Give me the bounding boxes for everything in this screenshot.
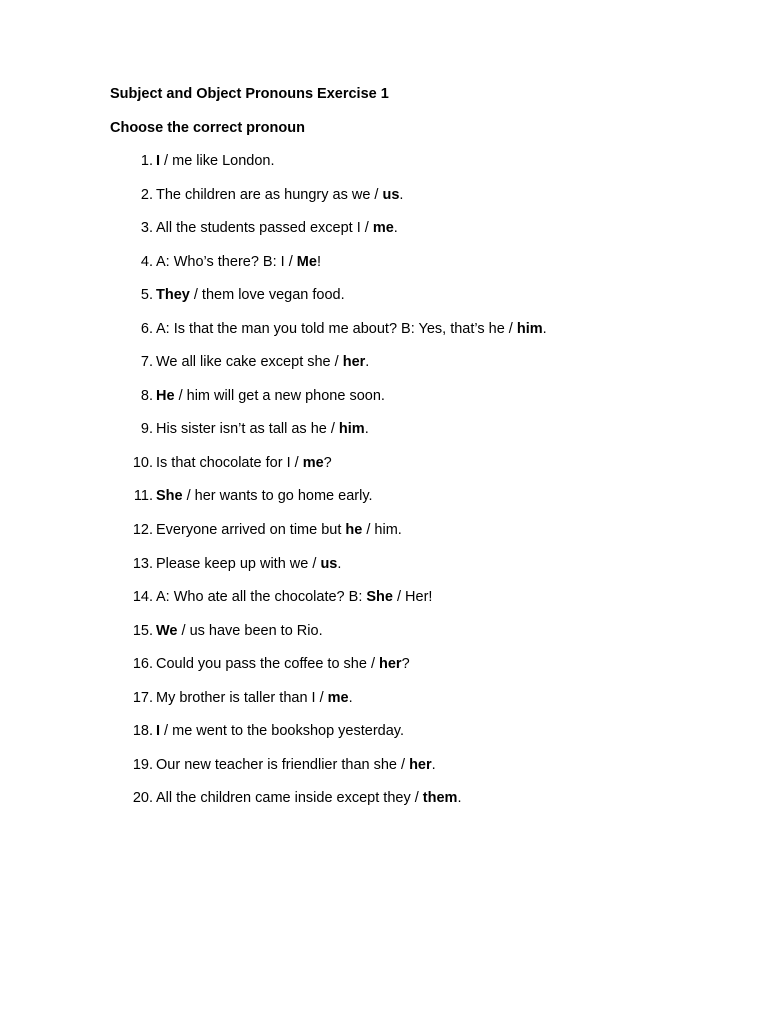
answer-pronoun: him xyxy=(338,421,365,438)
exercise-item xyxy=(0,219,768,253)
sentence-text: All the students passed except I / xyxy=(156,220,373,237)
sentence-text: / me like London. xyxy=(160,153,275,169)
answer-pronoun: me xyxy=(372,220,394,237)
exercise-sentence xyxy=(156,454,332,472)
sentence-text: . xyxy=(364,421,369,438)
exercise-sentence xyxy=(156,622,323,640)
sentence-text: . xyxy=(348,689,353,706)
answer-pronoun: I xyxy=(156,723,161,740)
answer-pronoun: They xyxy=(156,287,190,304)
sentence-text: A: Is that the man you told me about? B: Yes, that’s he / xyxy=(156,320,517,337)
sentence-text: . xyxy=(393,220,398,237)
sentence-text: . xyxy=(399,186,404,203)
sentence-text: My brother is taller than I / xyxy=(156,689,328,706)
exercise-number: 18. xyxy=(132,723,153,740)
exercise-number: 11. xyxy=(133,488,153,505)
answer-pronoun: her xyxy=(342,354,366,371)
exercise-number: 17. xyxy=(132,689,153,706)
answer-pronoun: me xyxy=(302,454,324,471)
sentence-text: / Her! xyxy=(392,589,433,606)
exercise-item xyxy=(0,253,768,287)
exercise-item xyxy=(0,689,768,723)
exercise-number: 2. xyxy=(140,186,153,203)
sentence-text: / her wants to go home early. xyxy=(182,488,373,505)
exercise-number: 3. xyxy=(140,220,153,237)
exercise-item xyxy=(0,789,768,823)
answer-pronoun: I xyxy=(156,153,161,169)
sentence-text: Everyone arrived on time but xyxy=(156,522,346,539)
exercise-sentence xyxy=(156,253,321,271)
exercise-item xyxy=(0,387,768,421)
sentence-text: The children are as hungry as we / xyxy=(156,186,383,203)
exercise-number: 15. xyxy=(132,622,153,639)
answer-pronoun: me xyxy=(327,689,349,706)
sentence-text: / him. xyxy=(362,522,402,539)
exercise-sentence xyxy=(156,186,403,204)
sentence-text: A: Who ate all the chocolate? B: xyxy=(156,589,367,606)
sentence-text: . xyxy=(542,320,547,337)
sentence-text: / him will get a new phone soon. xyxy=(174,387,385,404)
exercise-sentence xyxy=(156,722,404,740)
exercise-sentence xyxy=(156,487,373,505)
exercise-number: 12. xyxy=(132,522,153,539)
exercise-number: 5. xyxy=(140,287,153,304)
sentence-text: Could you pass the coffee to she / xyxy=(156,656,380,673)
sentence-text: Please keep up with we / xyxy=(156,555,321,572)
exercise-sentence xyxy=(156,420,369,438)
exercise-sentence xyxy=(156,789,461,807)
exercise-number: 20. xyxy=(132,790,153,807)
exercise-sentence xyxy=(156,353,369,371)
exercise-item xyxy=(0,722,768,756)
exercise-number: 16. xyxy=(132,656,153,673)
answer-pronoun: us xyxy=(320,555,338,572)
answer-pronoun: We xyxy=(156,622,178,639)
instruction-heading: Choose the correct pronoun xyxy=(110,120,305,136)
sentence-text: ? xyxy=(401,656,410,673)
exercise-item xyxy=(0,353,768,387)
exercise-item xyxy=(0,622,768,656)
sentence-text: We all like cake except she / xyxy=(156,354,343,371)
exercise-sentence xyxy=(156,387,385,405)
exercise-item xyxy=(0,756,768,790)
sentence-text: . xyxy=(365,354,370,371)
exercise-sentence xyxy=(156,521,402,539)
exercise-sentence xyxy=(156,555,341,573)
exercise-number: 1. xyxy=(140,153,153,169)
exercise-sentence xyxy=(156,756,436,774)
exercise-number: 14. xyxy=(132,589,153,606)
answer-pronoun: him xyxy=(516,320,543,337)
answer-pronoun: She xyxy=(156,488,183,505)
answer-pronoun: us xyxy=(382,186,400,203)
exercise-item xyxy=(0,555,768,589)
exercise-number: 6. xyxy=(140,320,153,337)
sentence-text: / us have been to Rio. xyxy=(177,622,323,639)
sentence-text: . xyxy=(457,790,462,807)
sentence-text: / me went to the bookshop yesterday. xyxy=(160,723,404,740)
answer-pronoun: them xyxy=(422,790,458,807)
answer-pronoun: her xyxy=(409,756,432,773)
answer-pronoun: She xyxy=(366,589,393,606)
sentence-text: A: Who’s there? B: I / xyxy=(156,253,297,270)
exercise-sentence xyxy=(156,655,410,673)
answer-pronoun: her xyxy=(379,656,402,673)
exercise-sentence xyxy=(156,320,547,338)
exercise-sentence xyxy=(156,286,345,304)
exercise-number: 4. xyxy=(140,253,153,270)
page-title: Subject and Object Pronouns Exercise 1 xyxy=(110,86,389,102)
sentence-text: . xyxy=(431,756,436,773)
sentence-text: All the children came inside except they / xyxy=(156,790,423,807)
exercise-item xyxy=(0,454,768,488)
exercise-item xyxy=(0,320,768,354)
sentence-text: ! xyxy=(316,253,321,270)
exercise-item xyxy=(0,152,768,186)
exercise-number: 13. xyxy=(132,555,153,572)
answer-pronoun: He xyxy=(156,387,175,404)
exercise-sentence xyxy=(156,219,398,237)
exercise-number: 10. xyxy=(132,454,153,471)
exercise-item xyxy=(0,487,768,521)
sentence-text: His sister isn’t as tall as he / xyxy=(156,421,339,438)
exercise-list xyxy=(0,152,768,823)
exercise-number: 19. xyxy=(132,756,153,773)
answer-pronoun: he xyxy=(345,522,363,539)
exercise-sentence xyxy=(156,152,275,170)
exercise-number: 9. xyxy=(140,421,153,438)
exercise-sentence xyxy=(156,689,353,707)
exercise-item xyxy=(0,420,768,454)
exercise-number: 7. xyxy=(140,354,153,371)
exercise-item xyxy=(0,286,768,320)
sentence-text: . xyxy=(337,555,342,572)
exercise-item xyxy=(0,655,768,689)
answer-pronoun: Me xyxy=(296,253,317,270)
exercise-item xyxy=(0,521,768,555)
exercise-item xyxy=(0,588,768,622)
exercise-number: 8. xyxy=(140,387,153,404)
sentence-text: / them love vegan food. xyxy=(189,287,345,304)
exercise-item xyxy=(0,186,768,220)
sentence-text: Our new teacher is friendlier than she / xyxy=(156,756,410,773)
sentence-text: ? xyxy=(323,454,332,471)
exercise-sentence xyxy=(156,588,432,606)
sentence-text: Is that chocolate for I / xyxy=(156,454,303,471)
